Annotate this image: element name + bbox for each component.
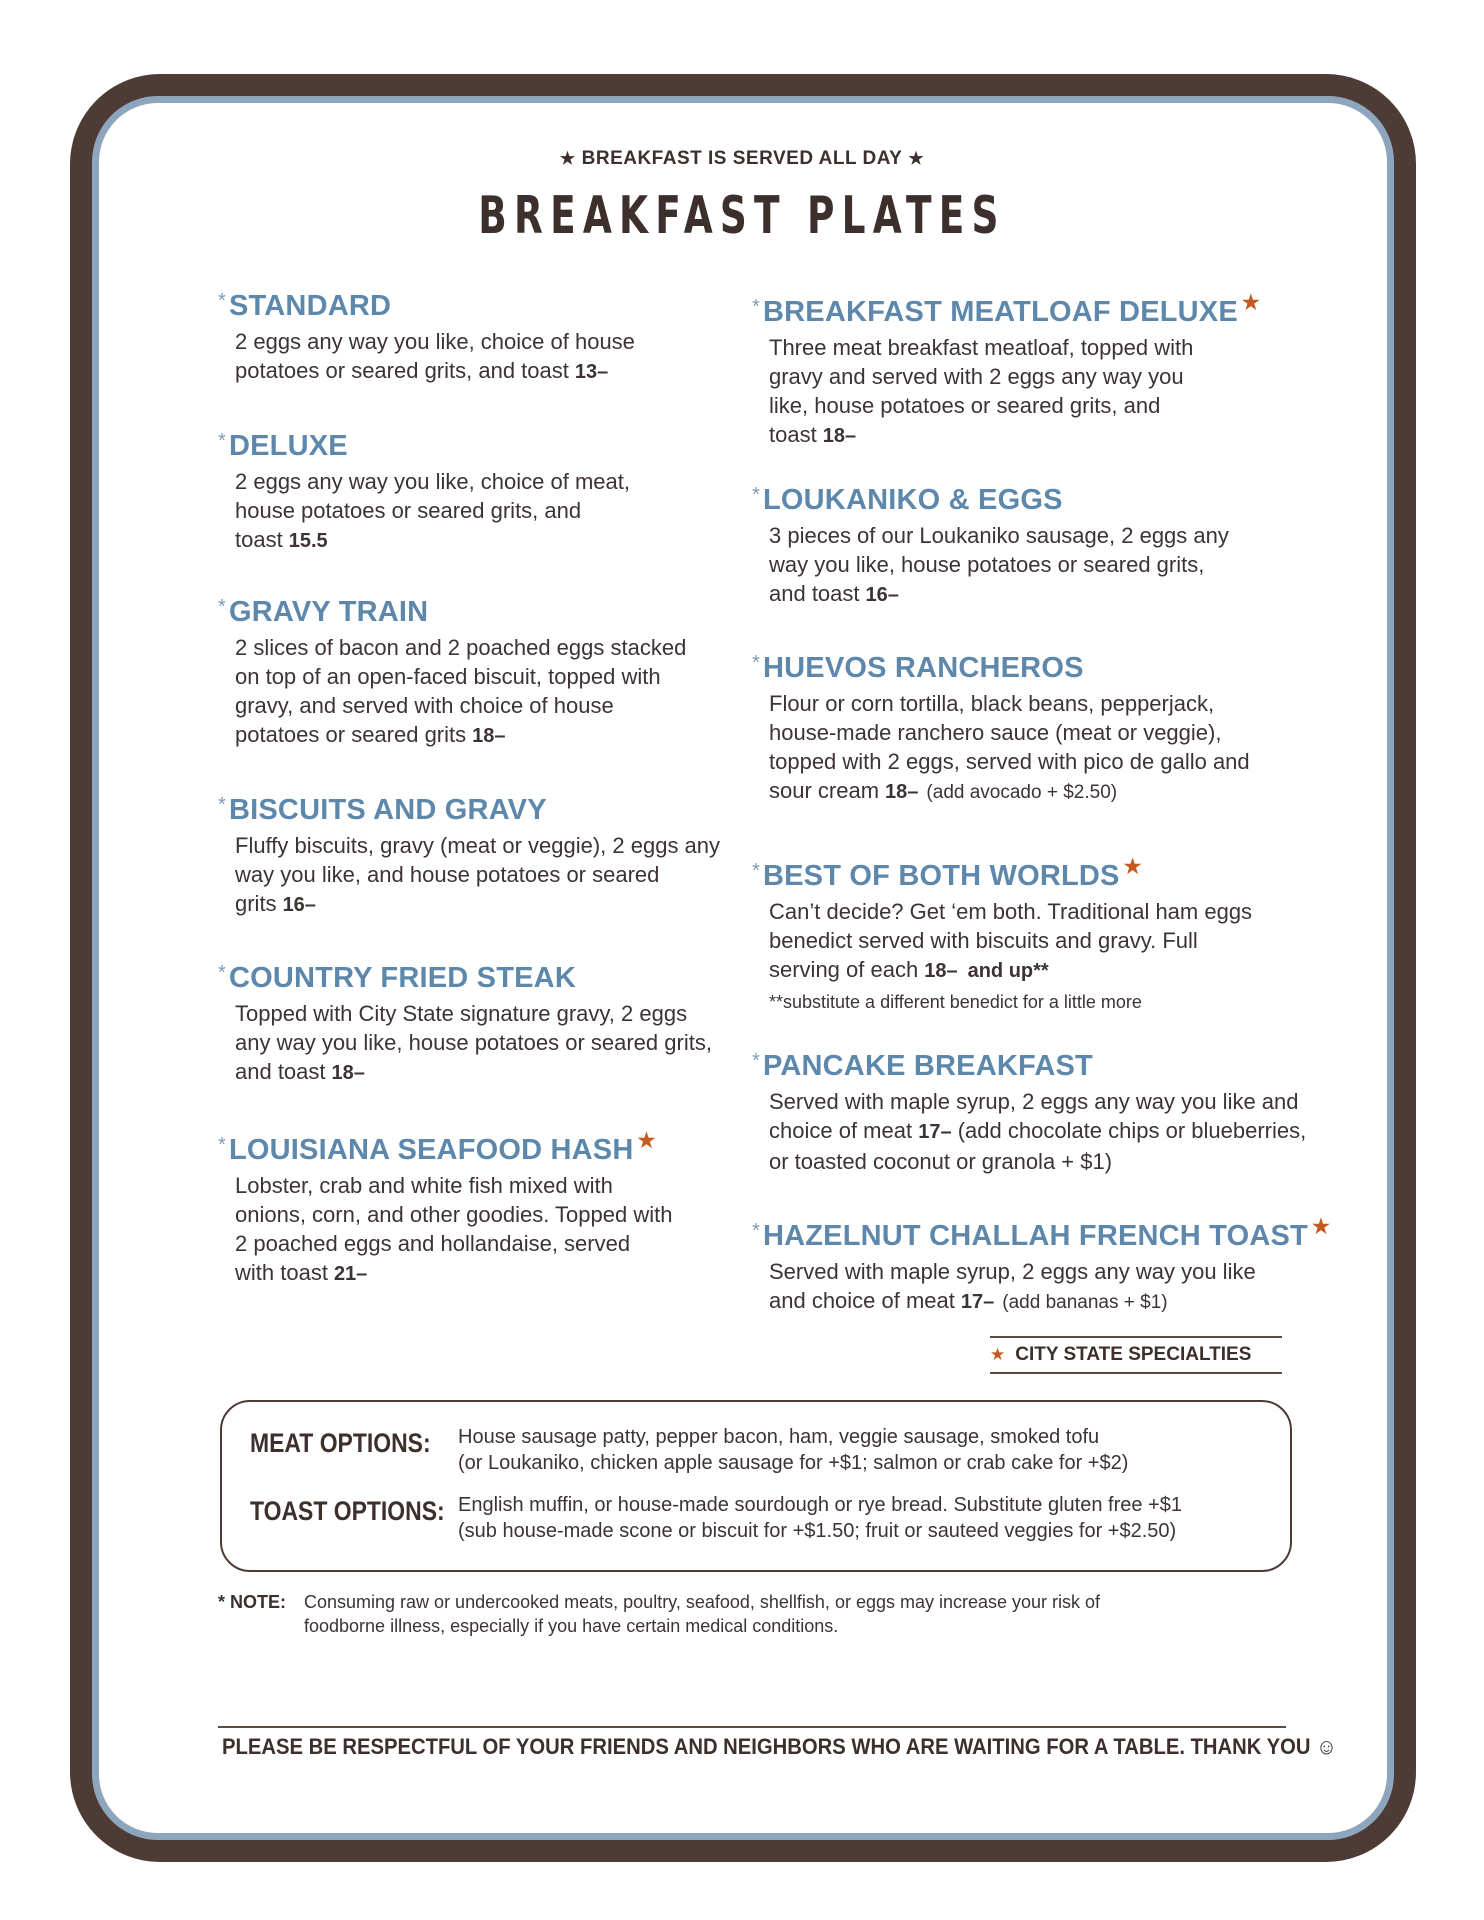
asterisk-icon: * <box>218 962 226 984</box>
menu-item-pancake-breakfast <box>752 1050 1309 1176</box>
note-line: foodborne illness, especially if you have certain medical conditions. <box>304 1616 839 1636</box>
item-price: 21– <box>333 1263 368 1285</box>
item-price: 18– <box>331 1062 365 1084</box>
item-name <box>218 596 695 629</box>
menu-item-loukaniko-and-eggs <box>752 484 1229 610</box>
asterisk-icon: * <box>752 652 760 674</box>
item-addon: (add chocolate chips or blueberries, or toasted coconut or granola + $1) <box>769 1118 1307 1174</box>
footer-message: PLEASE BE RESPECTFUL OF YOUR FRIENDS AND NEIGHBORS WHO ARE WAITING FOR A TABLE. THANK YOU ☺ <box>222 1734 1337 1759</box>
asterisk-icon: * <box>218 596 226 618</box>
toast-options-line: (sub house-made scone or biscuit for +$1.50; fruit or sauteed veggies for +$2.50) <box>458 1520 1177 1542</box>
item-footnote: **substitute a different benedict for a little more <box>769 992 1142 1012</box>
item-price: 18– <box>885 781 919 803</box>
item-name-text: HUEVOS RANCHEROS <box>762 652 1084 684</box>
item-description-text: Fluffy biscuits, gravy (meat or veggie), 2 eggs any way you like, and house potatoes or seared grits <box>235 833 721 916</box>
note-body <box>304 1590 1224 1638</box>
asterisk-icon: * <box>752 1050 760 1072</box>
item-description-text: Served with maple syrup, 2 eggs any way you like and choice of meat <box>769 1259 1256 1313</box>
item-description-text: Can’t decide? Get ‘em both. Traditional ham eggs benedict served with biscuits and gravy. Full serving of each <box>769 899 1253 982</box>
item-description <box>769 521 1229 610</box>
item-description <box>235 999 715 1088</box>
menu-item-gravy-train <box>218 596 695 751</box>
legend-text: CITY STATE SPECIALTIES <box>1015 1344 1252 1365</box>
item-description-text: 3 pieces of our Loukaniko sausage, 2 eggs any way you like, house potatoes or seared grits, and toast <box>769 523 1229 606</box>
item-description <box>235 831 725 920</box>
item-name <box>218 430 635 463</box>
item-price: 15.5 <box>288 530 328 552</box>
menu-item-deluxe <box>218 430 635 556</box>
note-label: * NOTE: <box>218 1592 287 1612</box>
item-price: 17– <box>918 1121 952 1143</box>
item-description-text: 2 eggs any way you like, choice of house potatoes or seared grits, and toast <box>235 329 635 383</box>
asterisk-icon: * <box>218 290 226 312</box>
item-name <box>752 854 1269 893</box>
item-description <box>769 1087 1309 1176</box>
meat-options-line: House sausage patty, pepper bacon, ham, veggie sausage, smoked tofu <box>458 1426 1100 1448</box>
page-title: BREAKFAST PLATES <box>478 186 1006 246</box>
item-description-text: Flour or corn tortilla, black beans, pepperjack, house-made ranchero sauce (meat or veggie), topped with 2 eggs, served with pico de gallo and sour cream <box>769 691 1250 803</box>
item-description <box>769 333 1209 451</box>
item-description-text: 2 eggs any way you like, choice of meat, house potatoes or seared grits, and toast <box>235 469 630 552</box>
item-name <box>752 652 1269 685</box>
footer-divider <box>218 1726 1286 1728</box>
item-price-suffix: and up** <box>967 960 1049 982</box>
specialty-star-icon: ★ <box>637 1130 656 1152</box>
specialty-star-icon: ★ <box>990 1345 1006 1364</box>
item-description <box>235 327 675 387</box>
asterisk-icon: * <box>218 430 226 452</box>
toast-options-text <box>458 1492 1182 1544</box>
item-name-text: DELUXE <box>228 430 348 462</box>
item-name <box>218 290 675 323</box>
item-addon: (add avocado + $2.50) <box>926 782 1118 803</box>
star-icon: ★ <box>559 149 576 168</box>
menu-item-standard <box>218 290 675 387</box>
item-name <box>752 484 1229 517</box>
item-description <box>235 633 695 751</box>
asterisk-icon: * <box>752 296 760 318</box>
item-description-text: Three meat breakfast meatloaf, topped with gravy and served with 2 eggs any way you like, house potatoes or seared grits, and toast <box>769 335 1194 447</box>
tagline <box>0 148 1484 170</box>
item-name-text: BEST OF BOTH WORLDS <box>762 860 1120 892</box>
item-name-text: BISCUITS AND GRAVY <box>228 794 547 826</box>
meat-options-line: (or Loukaniko, chicken apple sausage for +$1; salmon or crab cake for +$2) <box>458 1452 1129 1474</box>
item-name-text: LOUISIANA SEAFOOD HASH <box>228 1134 634 1166</box>
item-price: 18– <box>924 960 958 982</box>
specialty-star-icon: ★ <box>1241 292 1261 314</box>
menu-item-louisiana-seafood-hash <box>218 1128 675 1289</box>
asterisk-icon: * <box>752 484 760 506</box>
item-addon: (add bananas + $1) <box>1002 1292 1168 1313</box>
menu-item-breakfast-meatloaf-deluxe <box>752 290 1260 451</box>
item-price: 18– <box>822 425 857 447</box>
item-description-text: 2 slices of bacon and 2 poached eggs stacked on top of an open-faced biscuit, topped with gravy, and served with choice of house potatoes or seared grits <box>235 635 687 747</box>
item-name-text: PANCAKE BREAKFAST <box>762 1050 1093 1082</box>
item-name <box>218 1128 675 1167</box>
item-description <box>235 1171 675 1289</box>
toast-options-line: English muffin, or house-made sourdough or rye bread. Substitute gluten free +$1 <box>458 1494 1182 1516</box>
item-name <box>218 794 725 827</box>
meat-options-text <box>458 1424 1128 1476</box>
item-name <box>752 1214 1330 1253</box>
item-description <box>235 467 635 556</box>
item-description-text: Lobster, crab and white fish mixed with onions, corn, and other goodies. Topped with 2 poached eggs and hollandaise, served with toast <box>235 1173 673 1285</box>
item-description <box>769 897 1269 1017</box>
asterisk-icon: * <box>752 860 760 882</box>
item-price: 16– <box>282 894 316 916</box>
toast-options-label: TOAST OPTIONS: <box>250 1496 445 1526</box>
star-icon: ★ <box>908 149 925 168</box>
asterisk-icon: * <box>752 1220 760 1242</box>
menu-item-hazelnut-challah-french-toast <box>752 1214 1330 1317</box>
item-name <box>218 962 715 995</box>
asterisk-icon: * <box>218 1134 226 1156</box>
item-name-text: GRAVY TRAIN <box>228 596 429 628</box>
menu-item-huevos-rancheros <box>752 652 1269 807</box>
menu-item-biscuits-and-gravy <box>218 794 725 920</box>
item-description-text: Topped with City State signature gravy, 2 eggs any way you like, house potatoes or seared grits, and toast <box>235 1001 712 1084</box>
specialty-star-icon: ★ <box>1123 856 1142 878</box>
item-price: 17– <box>960 1291 995 1313</box>
item-name <box>752 1050 1309 1083</box>
item-price: 18– <box>472 725 506 747</box>
item-price: 16– <box>865 584 899 606</box>
tagline-text: BREAKFAST IS SERVED ALL DAY <box>581 148 903 169</box>
item-name-text: LOUKANIKO & EGGS <box>762 484 1063 516</box>
asterisk-icon: * <box>218 794 226 816</box>
item-name <box>752 290 1260 329</box>
note-line: Consuming raw or undercooked meats, poultry, seafood, shellfish, or eggs may increase your risk of <box>304 1592 1101 1612</box>
item-description <box>769 1257 1269 1317</box>
item-name-text: STANDARD <box>228 290 392 322</box>
menu-item-country-fried-steak <box>218 962 715 1088</box>
specialty-star-icon: ★ <box>1311 1216 1331 1238</box>
meat-options-label: MEAT OPTIONS: <box>250 1428 431 1458</box>
specialties-legend <box>990 1336 1282 1374</box>
item-description <box>769 689 1269 807</box>
menu-item-best-of-both-worlds <box>752 854 1269 1017</box>
options-box <box>220 1400 1292 1572</box>
item-price: 13– <box>574 361 609 383</box>
item-name-text: COUNTRY FRIED STEAK <box>228 962 576 994</box>
item-description-text: Served with maple syrup, 2 eggs any way you like and choice of meat <box>769 1089 1299 1143</box>
item-name-text: HAZELNUT CHALLAH FRENCH TOAST <box>762 1220 1308 1252</box>
item-name-text: BREAKFAST MEATLOAF DELUXE <box>762 296 1238 328</box>
